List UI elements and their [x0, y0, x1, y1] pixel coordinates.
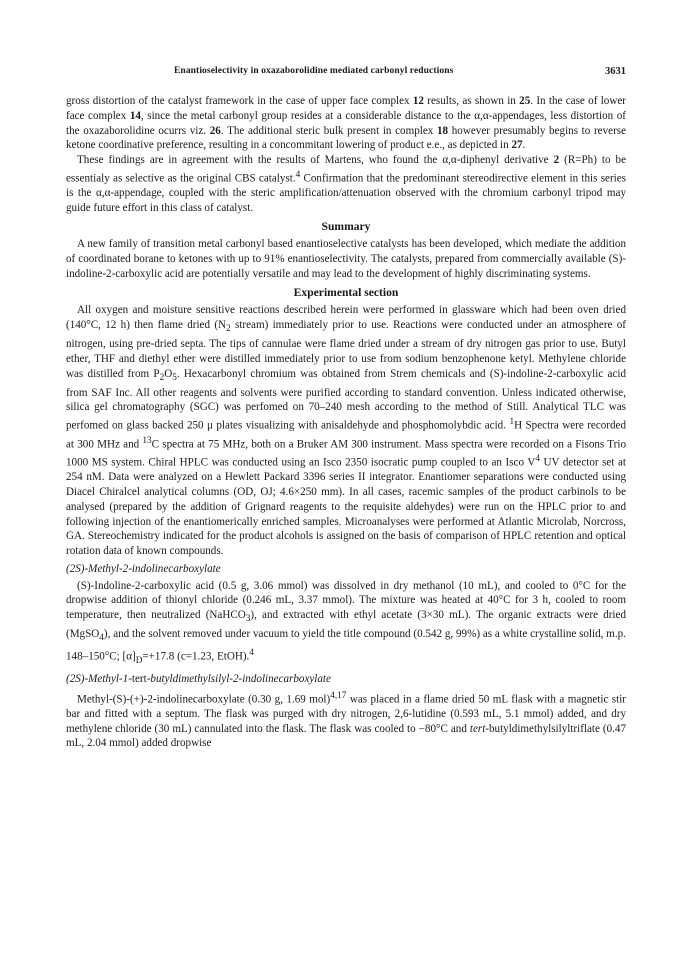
compound-ref: 2	[553, 154, 560, 166]
experimental-paragraph: All oxygen and moisture sensitive reactions described herein were performed in glassware which had been oven dried (140°C, 12 h) then flame dried ($N_2$ stream) immediately prior to use. Reactions were conducted under an atmosphere of nitrogen, using pre-dried septa. The tips of cannulae were flame dried under a stream of dry nitrogen gas prior to use. Butyl ether, THF and diethyl ether were distilled immediately prior to use from sodium benzophenone ketyl. Methylene chloride was distilled from $P_2O_5$. Hexacarbonyl chromium was obtained from Strem chemicals and (S)-indoline-2-carboxylic acid from SAF Inc. All other reagents and solvents were purified according to standard convention. Unless indicated otherwise, silica gel chromatography (SGC) was perfomed on 70–240 mesh according to the method of Still. Analytical TLC was perfomed on glass backed 250 μ plates visualizing with anisaldehyde and phosphomolybdic acid. $^1$H Spectra were recorded at 300 MHz and $^{13}$C spectra at 75 MHz, both on a Bruker AM 300 instrument. Mass spectra were recorded on a Fisons Trio 1000 MS system. Chiral HPLC was conducted using an Isco 2350 isocratic pump coupled to an Isco $V^4$ UV detector set at 254 nM. Data were analyzed on a Hewlett Packard 3396 series II integrator. Enantiomer separations were conducted using Diacel Chiralcel analytical columns (OD, OJ; 4.6×250 mm). In all cases, racemic samples of the product carbinols to be analysed (prepared by the addition of Grignard reagents to the requisite aldehydes) were run on the HPLC prior to and following injection of the enantiomerically enriched samples. Microanalyses were performed at Atlantic Microlab, Norcross, GA. Stereochemistry indicated for the product alcohols is assigned on the basis of comparison of HPLC retention and optical rotation data of known compounds.	[66, 304, 627, 558]
citation-superscript: 4,17	[330, 690, 347, 701]
discussion-paragraph-1: gross distortion of the catalyst framework in the case of upper face complex 12 results, as shown in 25. In the case of lower face complex 14, since the metal carbonyl group resides at a considerable distance to the α,α-appendages, less distortion of the oxazaborolidine ocurrs viz. 26. The additional steric bulk present in complex 18 however presumably begins to reverse ketone coordinative preference, resulting in a concommitant lowering of product e.e., as depicted in 27.	[66, 95, 627, 152]
figure-ref: 25	[519, 95, 531, 107]
citation-superscript: 4	[295, 169, 301, 180]
page-number: 3631	[605, 66, 626, 77]
experimental-heading: Experimental section	[293, 285, 399, 299]
summary-heading: Summary	[321, 219, 371, 233]
compound-1-procedure: (S)-Indoline-2-carboxylic acid (0.5 g, 3.06 mmol) was dissolved in dry methanol (10 mL), and cooled to 0°C for the dropwise addition of thionyl chloride (0.246 mL, 3.37 mmol). The mixture was heated at 40°C for 3 h, cooled to room temperature, then neutralized (NaHCO$_3$), and extracted with ethyl acetate (3×30 mL). The organic extracts were dried (MgSO$_4$), and the solvent removed under vacuum to yield the title compound (0.542 g, 99%) as a white crystalline solid, m.p. 148–150°C; $[\alpha]_D=+17.8$ (c=1.23, EtOH).$^4$	[66, 579, 626, 667]
summary-paragraph: A new family of transition metal carbonyl based enantioselective catalysts has been developed, which mediate the addition of coordinated borane to ketones with up to 91% enantioselectivity. The catalysts, prepared from commercially available (S)-indoline-2-carboxylic acid are potentially versatile and may lead to the development of highly discriminating systems.	[66, 238, 626, 280]
compound-2-procedure: Methyl-(S)-(+)-2-indolinecarboxylate (0.30 g, 1.69 mol)$^{4,17}$ was placed in a flame dried 50 mL flask with a magnetic stir bar and fitted with a septum. The flask was purged with dry nitrogen, 2,6-lutidine (0.593 mL, 5.1 mmol) added, and dry methylene chloride (30 mL) cannulated into the flask. The flask was cooled to −80°C and tert-butyldimethylsilyltriflate (0.47 mL, 2.04 mmol) added dropwise	[66, 690, 627, 750]
figure-ref: 26	[209, 124, 221, 137]
discussion-paragraph-2: These findings are in agreement with the results of Martens, who found the α,α-diphenyl derivative 2 (R=Ph) to be essentialy as selective as the original CBS catalyst.$^4$ Confirmation that the predominant stereodirective element in this series is the α,α-appendage, coupled with the steric amplification/attenuation observed with the chromium carbonyl tripod may guide future effort in this class of catalyst.	[66, 154, 626, 214]
citation-superscript: 4	[249, 648, 254, 659]
compound-ref: 14	[129, 109, 141, 122]
figure-ref: 27	[511, 139, 523, 152]
running-head	[66, 66, 626, 80]
compound-1-heading: (2S)-Methyl-2-indolinecarboxylate	[66, 562, 221, 575]
article-body	[66, 94, 626, 751]
compound-ref: 12	[412, 95, 424, 107]
running-head-title: Enantioselectivity in oxazaborolidine mediated carbonyl reductions	[174, 66, 454, 76]
compound-2-heading: (2S)-Methyl-1-tert-butyldimethylsilyl-2-indolinecarboxylate	[66, 672, 331, 685]
compound-ref: 18	[437, 124, 449, 137]
